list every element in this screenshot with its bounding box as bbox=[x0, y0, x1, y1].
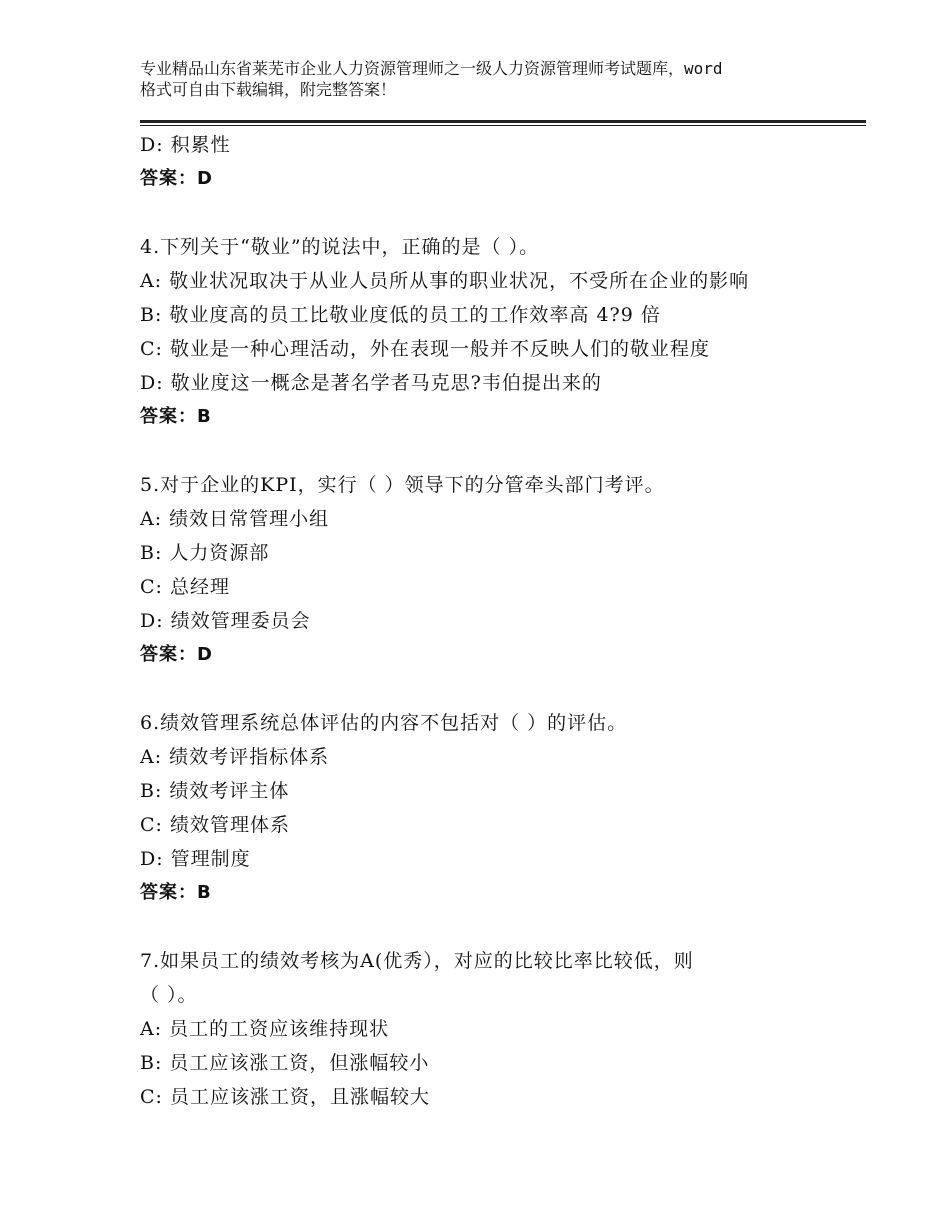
option-a: A: 员工的工资应该维持现状 bbox=[140, 1018, 390, 1040]
option-d: D: 绩效管理委员会 bbox=[140, 610, 311, 632]
question-7 bbox=[140, 944, 840, 1114]
option-c: C: 敬业是一种心理活动，外在表现一般并不反映人们的敬业程度 bbox=[140, 338, 710, 360]
question-5 bbox=[140, 468, 840, 672]
option-b: B: 敬业度高的员工比敬业度低的员工的工作效率高 4?9 倍 bbox=[140, 304, 661, 326]
header-rule-thin bbox=[140, 125, 866, 126]
header-title-line-1: 专业精品山东省莱芜市企业人力资源管理师之一级人力资源管理师考试题库，word bbox=[140, 59, 723, 78]
option-d: D: 管理制度 bbox=[140, 848, 251, 870]
spacer bbox=[140, 434, 840, 468]
option-b: B: 绩效考评主体 bbox=[140, 780, 290, 802]
prev-question-option-d: D: 积累性 bbox=[140, 134, 231, 156]
question-list bbox=[140, 128, 840, 1114]
question-answer: 答案：D bbox=[140, 644, 213, 665]
document-header bbox=[140, 58, 830, 100]
option-d: D: 敬业度这一概念是著名学者马克思?韦伯提出来的 bbox=[140, 372, 602, 394]
question-stem: 6.绩效管理系统总体评估的内容不包括对（ ）的评估。 bbox=[140, 712, 628, 734]
option-a: A: 敬业状况取决于从业人员所从事的职业状况，不受所在企业的影响 bbox=[140, 270, 750, 292]
question-stem: 5.对于企业的KPI，实行（ ）领导下的分管牵头部门考评。 bbox=[140, 474, 665, 496]
question-6 bbox=[140, 706, 840, 910]
header-title-line-2: 格式可自由下载编辑，附完整答案！ bbox=[140, 80, 397, 99]
question-answer: 答案：B bbox=[140, 406, 212, 427]
question-stem: 4.下列关于“敬业”的说法中，正确的是（ ）。 bbox=[140, 236, 540, 258]
spacer bbox=[140, 196, 840, 230]
question-stem-line-1: 7.如果员工的绩效考核为A(优秀），对应的比较比率比较低，则 bbox=[140, 950, 694, 972]
question-answer: 答案：B bbox=[140, 882, 212, 903]
option-b: B: 员工应该涨工资，但涨幅较小 bbox=[140, 1052, 430, 1074]
option-c: C: 总经理 bbox=[140, 576, 230, 598]
option-a: A: 绩效考评指标体系 bbox=[140, 746, 330, 768]
option-c: C: 员工应该涨工资，且涨幅较大 bbox=[140, 1086, 430, 1108]
option-c: C: 绩效管理体系 bbox=[140, 814, 290, 836]
question-stem-line-2: （ ）。 bbox=[140, 984, 198, 1006]
option-b: B: 人力资源部 bbox=[140, 542, 270, 564]
header-rule-thick bbox=[140, 120, 866, 123]
spacer bbox=[140, 910, 840, 944]
question-4 bbox=[140, 230, 840, 434]
option-a: A: 绩效日常管理小组 bbox=[140, 508, 330, 530]
prev-question-answer: 答案：D bbox=[140, 168, 213, 189]
spacer bbox=[140, 672, 840, 706]
